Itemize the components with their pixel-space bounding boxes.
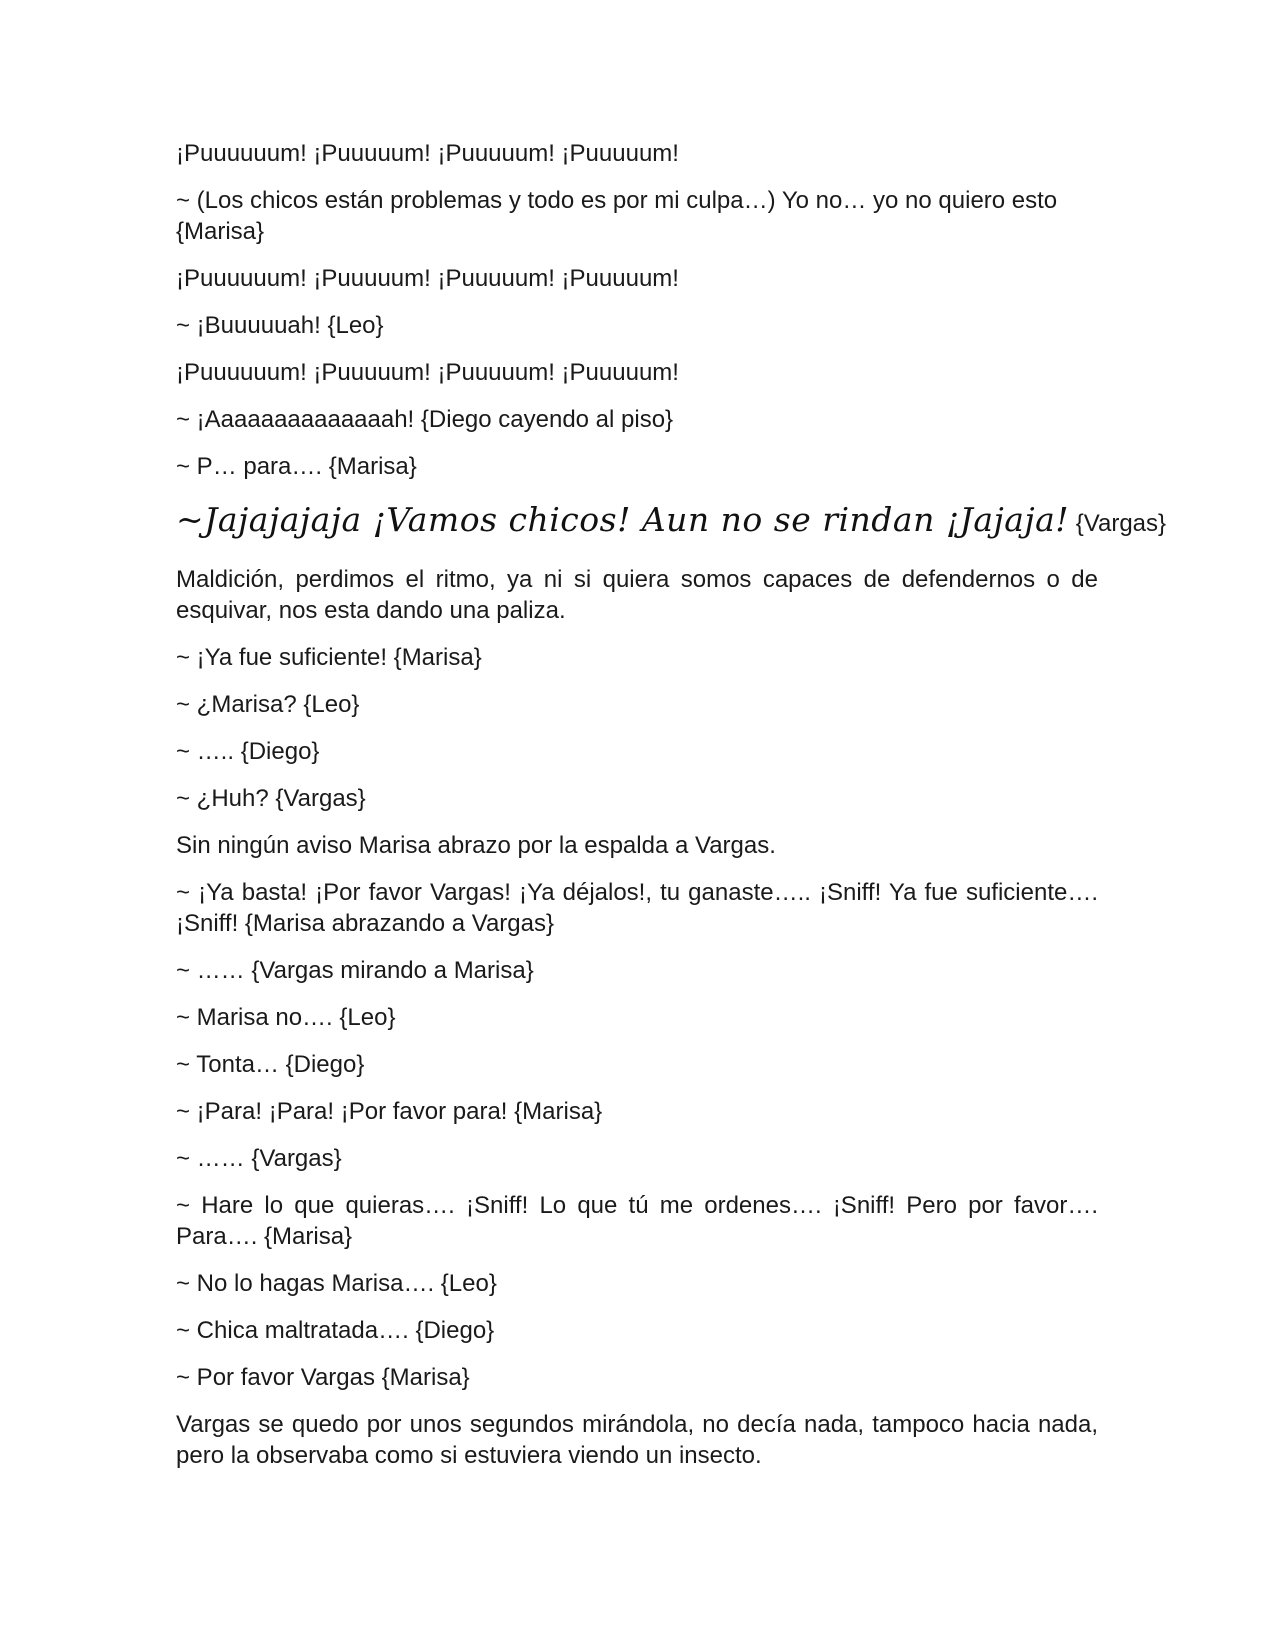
shout-line [176,498,1167,546]
dialogue-line: ~ ¡Ya basta! ¡Por favor Vargas! ¡Ya déjalos!, tu ganaste….. ¡Sniff! Ya fue suficiente…. ¡Sniff! {Marisa abrazando a Vargas} [176,879,1098,937]
dialogue-line: ~ No lo hagas Marisa…. {Leo} [176,1270,497,1297]
shout-text: ~Jajajajaja ¡Vamos chicos! Aun no se rindan ¡Jajaja! [176,500,1070,539]
dialogue-line: ~ ¿Marisa? {Leo} [176,691,360,718]
dialogue-line: ~ ….. {Diego} [176,738,320,765]
narration-paragraph: Vargas se quedo por unos segundos mirándola, no decía nada, tampoco hacia nada, pero la observaba como si estuviera viendo un insecto. [176,1411,1098,1469]
dialogue-line: ~ ¡Aaaaaaaaaaaaaah! {Diego cayendo al piso} [176,406,674,433]
narration-paragraph: Maldición, perdimos el ritmo, ya ni si quiera somos capaces de defendernos o de esquivar, nos esta dando una paliza. [176,566,1098,624]
dialogue-line: ~ Por favor Vargas {Marisa} [176,1364,470,1391]
document-page [176,138,1167,1487]
narration-paragraph: Sin ningún aviso Marisa abrazo por la espalda a Vargas. [176,832,776,859]
dialogue-line: ~ …… {Vargas mirando a Marisa} [176,957,534,984]
sound-effect-line: ¡Puuuuuum! ¡Puuuuum! ¡Puuuuum! ¡Puuuuum! [176,265,679,292]
dialogue-line: ~ P… para…. {Marisa} [176,453,417,480]
dialogue-line: ~ Chica maltratada…. {Diego} [176,1317,495,1344]
dialogue-line: ~ ¡Para! ¡Para! ¡Por favor para! {Marisa} [176,1098,603,1125]
sound-effect-line: ¡Puuuuuum! ¡Puuuuum! ¡Puuuuum! ¡Puuuuum! [176,359,679,386]
dialogue-line: ~ ¡Buuuuuah! {Leo} [176,312,384,339]
dialogue-line: ~ ¡Ya fue suficiente! {Marisa} [176,644,482,671]
dialogue-line: ~ ¿Huh? {Vargas} [176,785,366,812]
sound-effect-line: ¡Puuuuuum! ¡Puuuuum! ¡Puuuuum! ¡Puuuuum! [176,140,679,167]
dialogue-line: ~ Tonta… {Diego} [176,1051,365,1078]
dialogue-line: ~ …… {Vargas} [176,1145,342,1172]
dialogue-line: ~ Marisa no…. {Leo} [176,1004,396,1031]
dialogue-line: ~ Hare lo que quieras…. ¡Sniff! Lo que tú me ordenes…. ¡Sniff! Pero por favor…. Para…. {Marisa} [176,1192,1098,1250]
dialogue-line: ~ (Los chicos están problemas y todo es por mi culpa…) Yo no… yo no quiero esto {Marisa} [176,187,1058,245]
shout-speaker: {Vargas} [1075,510,1167,537]
